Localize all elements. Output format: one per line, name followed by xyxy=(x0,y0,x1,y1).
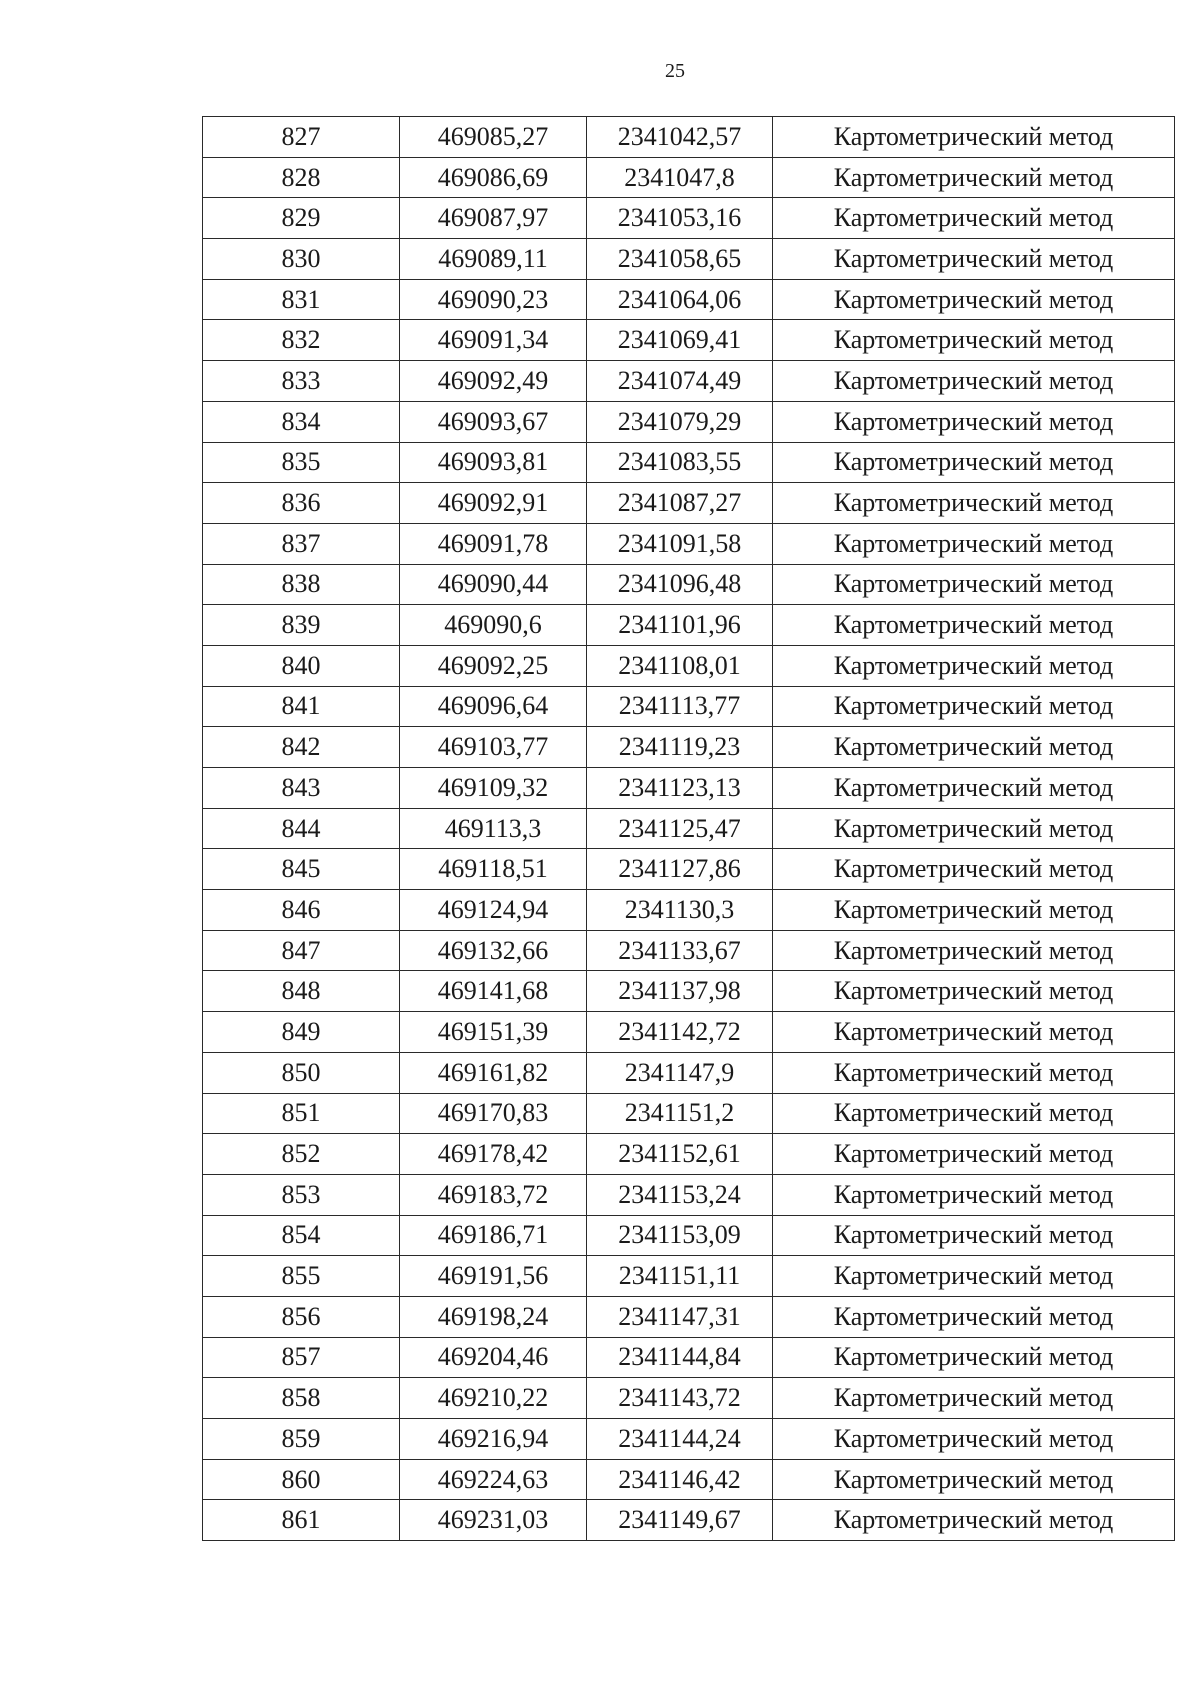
point-number-cell: 842 xyxy=(203,727,400,768)
x-coordinate-cell: 469170,83 xyxy=(400,1093,587,1134)
point-number-cell: 861 xyxy=(203,1500,400,1541)
y-coordinate-cell: 2341130,3 xyxy=(587,890,773,931)
point-number-cell: 831 xyxy=(203,279,400,320)
table-row xyxy=(203,1215,1175,1256)
point-number-cell: 859 xyxy=(203,1419,400,1460)
point-number-cell: 830 xyxy=(203,239,400,280)
table-row xyxy=(203,279,1175,320)
y-coordinate-cell: 2341079,29 xyxy=(587,401,773,442)
method-cell: Картометрический метод xyxy=(773,239,1175,280)
y-coordinate-cell: 2341152,61 xyxy=(587,1134,773,1175)
method-cell: Картометрический метод xyxy=(773,117,1175,158)
y-coordinate-cell: 2341064,06 xyxy=(587,279,773,320)
table-row xyxy=(203,605,1175,646)
method-cell: Картометрический метод xyxy=(773,1419,1175,1460)
x-coordinate-cell: 469216,94 xyxy=(400,1419,587,1460)
y-coordinate-cell: 2341091,58 xyxy=(587,523,773,564)
method-cell: Картометрический метод xyxy=(773,605,1175,646)
point-number-cell: 851 xyxy=(203,1093,400,1134)
point-number-cell: 835 xyxy=(203,442,400,483)
x-coordinate-cell: 469090,44 xyxy=(400,564,587,605)
method-cell: Картометрический метод xyxy=(773,1459,1175,1500)
method-cell: Картометрический метод xyxy=(773,808,1175,849)
table-row xyxy=(203,239,1175,280)
y-coordinate-cell: 2341147,9 xyxy=(587,1052,773,1093)
x-coordinate-cell: 469091,78 xyxy=(400,523,587,564)
x-coordinate-cell: 469113,3 xyxy=(400,808,587,849)
table-row xyxy=(203,808,1175,849)
point-number-cell: 857 xyxy=(203,1337,400,1378)
method-cell: Картометрический метод xyxy=(773,1052,1175,1093)
y-coordinate-cell: 2341113,77 xyxy=(587,686,773,727)
method-cell: Картометрический метод xyxy=(773,279,1175,320)
y-coordinate-cell: 2341151,11 xyxy=(587,1256,773,1297)
point-number-cell: 840 xyxy=(203,645,400,686)
y-coordinate-cell: 2341125,47 xyxy=(587,808,773,849)
table-row xyxy=(203,1134,1175,1175)
table-row xyxy=(203,1337,1175,1378)
table-row xyxy=(203,442,1175,483)
y-coordinate-cell: 2341087,27 xyxy=(587,483,773,524)
table-row xyxy=(203,1500,1175,1541)
table-row xyxy=(203,401,1175,442)
point-number-cell: 833 xyxy=(203,361,400,402)
table-row xyxy=(203,1419,1175,1460)
x-coordinate-cell: 469210,22 xyxy=(400,1378,587,1419)
table-row xyxy=(203,849,1175,890)
table-row xyxy=(203,727,1175,768)
method-cell: Картометрический метод xyxy=(773,1215,1175,1256)
table-row xyxy=(203,1052,1175,1093)
x-coordinate-cell: 469089,11 xyxy=(400,239,587,280)
y-coordinate-cell: 2341149,67 xyxy=(587,1500,773,1541)
y-coordinate-cell: 2341142,72 xyxy=(587,1012,773,1053)
x-coordinate-cell: 469161,82 xyxy=(400,1052,587,1093)
y-coordinate-cell: 2341083,55 xyxy=(587,442,773,483)
y-coordinate-cell: 2341096,48 xyxy=(587,564,773,605)
point-number-cell: 834 xyxy=(203,401,400,442)
method-cell: Картометрический метод xyxy=(773,523,1175,564)
x-coordinate-cell: 469090,23 xyxy=(400,279,587,320)
coordinates-table-body xyxy=(203,117,1175,1541)
x-coordinate-cell: 469096,64 xyxy=(400,686,587,727)
x-coordinate-cell: 469093,81 xyxy=(400,442,587,483)
x-coordinate-cell: 469085,27 xyxy=(400,117,587,158)
table-row xyxy=(203,483,1175,524)
x-coordinate-cell: 469183,72 xyxy=(400,1174,587,1215)
x-coordinate-cell: 469141,68 xyxy=(400,971,587,1012)
x-coordinate-cell: 469086,69 xyxy=(400,157,587,198)
x-coordinate-cell: 469092,91 xyxy=(400,483,587,524)
table-row xyxy=(203,1174,1175,1215)
table-row xyxy=(203,361,1175,402)
y-coordinate-cell: 2341147,31 xyxy=(587,1296,773,1337)
point-number-cell: 829 xyxy=(203,198,400,239)
table-row xyxy=(203,1012,1175,1053)
method-cell: Картометрический метод xyxy=(773,361,1175,402)
point-number-cell: 828 xyxy=(203,157,400,198)
table-row xyxy=(203,971,1175,1012)
table-row xyxy=(203,1378,1175,1419)
x-coordinate-cell: 469109,32 xyxy=(400,768,587,809)
method-cell: Картометрический метод xyxy=(773,1378,1175,1419)
table-row xyxy=(203,157,1175,198)
y-coordinate-cell: 2341146,42 xyxy=(587,1459,773,1500)
x-coordinate-cell: 469151,39 xyxy=(400,1012,587,1053)
x-coordinate-cell: 469191,56 xyxy=(400,1256,587,1297)
x-coordinate-cell: 469093,67 xyxy=(400,401,587,442)
x-coordinate-cell: 469087,97 xyxy=(400,198,587,239)
x-coordinate-cell: 469231,03 xyxy=(400,1500,587,1541)
x-coordinate-cell: 469118,51 xyxy=(400,849,587,890)
method-cell: Картометрический метод xyxy=(773,483,1175,524)
method-cell: Картометрический метод xyxy=(773,320,1175,361)
y-coordinate-cell: 2341074,49 xyxy=(587,361,773,402)
y-coordinate-cell: 2341153,24 xyxy=(587,1174,773,1215)
method-cell: Картометрический метод xyxy=(773,727,1175,768)
point-number-cell: 853 xyxy=(203,1174,400,1215)
method-cell: Картометрический метод xyxy=(773,1337,1175,1378)
method-cell: Картометрический метод xyxy=(773,890,1175,931)
method-cell: Картометрический метод xyxy=(773,645,1175,686)
point-number-cell: 827 xyxy=(203,117,400,158)
method-cell: Картометрический метод xyxy=(773,1012,1175,1053)
point-number-cell: 844 xyxy=(203,808,400,849)
x-coordinate-cell: 469092,25 xyxy=(400,645,587,686)
y-coordinate-cell: 2341144,24 xyxy=(587,1419,773,1460)
method-cell: Картометрический метод xyxy=(773,1134,1175,1175)
point-number-cell: 836 xyxy=(203,483,400,524)
point-number-cell: 856 xyxy=(203,1296,400,1337)
y-coordinate-cell: 2341058,65 xyxy=(587,239,773,280)
table-row xyxy=(203,1093,1175,1134)
x-coordinate-cell: 469186,71 xyxy=(400,1215,587,1256)
y-coordinate-cell: 2341151,2 xyxy=(587,1093,773,1134)
method-cell: Картометрический метод xyxy=(773,971,1175,1012)
method-cell: Картометрический метод xyxy=(773,1093,1175,1134)
table-row xyxy=(203,117,1175,158)
table-row xyxy=(203,198,1175,239)
table-row xyxy=(203,768,1175,809)
method-cell: Картометрический метод xyxy=(773,442,1175,483)
point-number-cell: 860 xyxy=(203,1459,400,1500)
table-row xyxy=(203,645,1175,686)
point-number-cell: 847 xyxy=(203,930,400,971)
x-coordinate-cell: 469178,42 xyxy=(400,1134,587,1175)
method-cell: Картометрический метод xyxy=(773,768,1175,809)
point-number-cell: 845 xyxy=(203,849,400,890)
y-coordinate-cell: 2341101,96 xyxy=(587,605,773,646)
point-number-cell: 841 xyxy=(203,686,400,727)
method-cell: Картометрический метод xyxy=(773,157,1175,198)
y-coordinate-cell: 2341069,41 xyxy=(587,320,773,361)
point-number-cell: 837 xyxy=(203,523,400,564)
table-row xyxy=(203,523,1175,564)
point-number-cell: 843 xyxy=(203,768,400,809)
x-coordinate-cell: 469090,6 xyxy=(400,605,587,646)
point-number-cell: 838 xyxy=(203,564,400,605)
x-coordinate-cell: 469091,34 xyxy=(400,320,587,361)
table-row xyxy=(203,1296,1175,1337)
point-number-cell: 839 xyxy=(203,605,400,646)
table-row xyxy=(203,686,1175,727)
method-cell: Картометрический метод xyxy=(773,198,1175,239)
table-row xyxy=(203,930,1175,971)
method-cell: Картометрический метод xyxy=(773,1500,1175,1541)
table-row xyxy=(203,890,1175,931)
method-cell: Картометрический метод xyxy=(773,401,1175,442)
method-cell: Картометрический метод xyxy=(773,564,1175,605)
y-coordinate-cell: 2341137,98 xyxy=(587,971,773,1012)
x-coordinate-cell: 469092,49 xyxy=(400,361,587,402)
method-cell: Картометрический метод xyxy=(773,1296,1175,1337)
method-cell: Картометрический метод xyxy=(773,930,1175,971)
x-coordinate-cell: 469224,63 xyxy=(400,1459,587,1500)
y-coordinate-cell: 2341127,86 xyxy=(587,849,773,890)
x-coordinate-cell: 469198,24 xyxy=(400,1296,587,1337)
point-number-cell: 855 xyxy=(203,1256,400,1297)
y-coordinate-cell: 2341047,8 xyxy=(587,157,773,198)
y-coordinate-cell: 2341143,72 xyxy=(587,1378,773,1419)
table-row xyxy=(203,1256,1175,1297)
method-cell: Картометрический метод xyxy=(773,1256,1175,1297)
coordinates-table xyxy=(202,116,1175,1541)
x-coordinate-cell: 469103,77 xyxy=(400,727,587,768)
point-number-cell: 846 xyxy=(203,890,400,931)
table-row xyxy=(203,1459,1175,1500)
method-cell: Картометрический метод xyxy=(773,1174,1175,1215)
point-number-cell: 849 xyxy=(203,1012,400,1053)
x-coordinate-cell: 469204,46 xyxy=(400,1337,587,1378)
y-coordinate-cell: 2341153,09 xyxy=(587,1215,773,1256)
y-coordinate-cell: 2341053,16 xyxy=(587,198,773,239)
y-coordinate-cell: 2341144,84 xyxy=(587,1337,773,1378)
method-cell: Картометрический метод xyxy=(773,686,1175,727)
point-number-cell: 854 xyxy=(203,1215,400,1256)
y-coordinate-cell: 2341119,23 xyxy=(587,727,773,768)
method-cell: Картометрический метод xyxy=(773,849,1175,890)
page-number: 25 xyxy=(665,60,685,82)
table-row xyxy=(203,564,1175,605)
point-number-cell: 848 xyxy=(203,971,400,1012)
x-coordinate-cell: 469124,94 xyxy=(400,890,587,931)
x-coordinate-cell: 469132,66 xyxy=(400,930,587,971)
table-row xyxy=(203,320,1175,361)
point-number-cell: 858 xyxy=(203,1378,400,1419)
y-coordinate-cell: 2341123,13 xyxy=(587,768,773,809)
y-coordinate-cell: 2341133,67 xyxy=(587,930,773,971)
point-number-cell: 832 xyxy=(203,320,400,361)
y-coordinate-cell: 2341042,57 xyxy=(587,117,773,158)
point-number-cell: 852 xyxy=(203,1134,400,1175)
y-coordinate-cell: 2341108,01 xyxy=(587,645,773,686)
point-number-cell: 850 xyxy=(203,1052,400,1093)
